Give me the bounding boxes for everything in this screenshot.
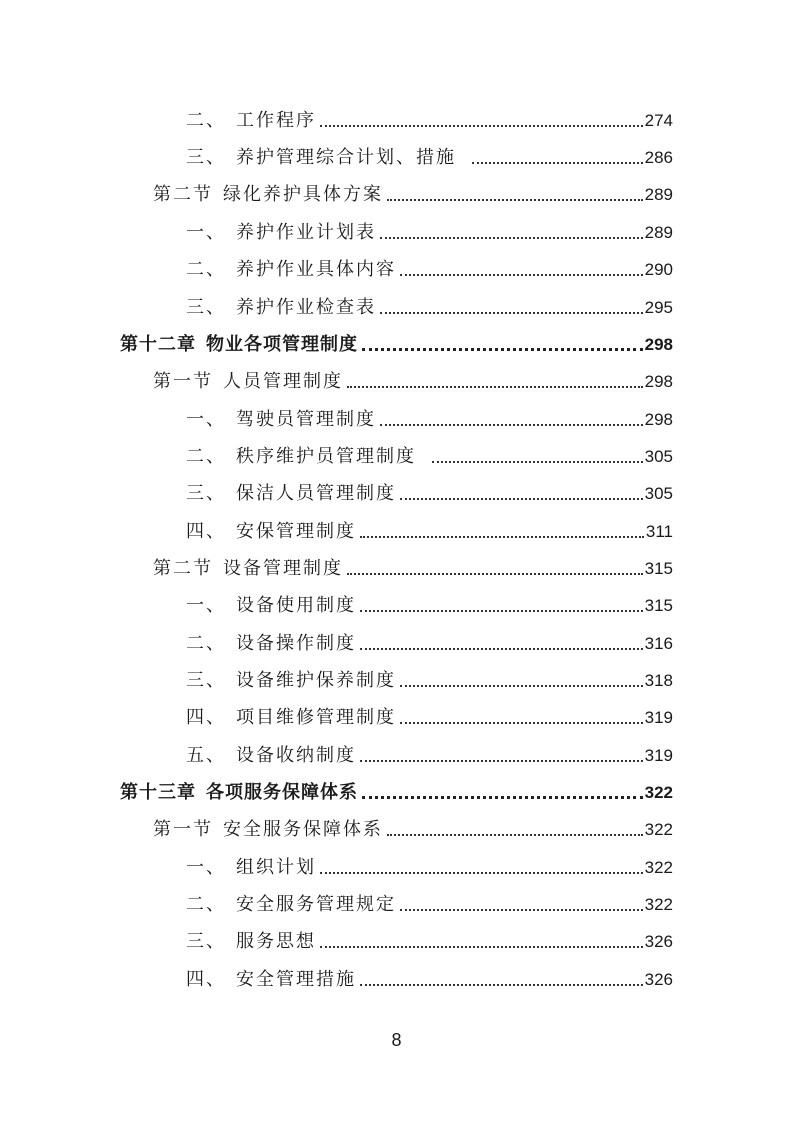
- toc-entry-title: 设备维护保养制度: [236, 670, 396, 691]
- toc-entry-title: 安全服务保障体系: [223, 819, 383, 840]
- toc-entry-page: 311: [645, 522, 673, 541]
- dot-leader: [320, 125, 643, 127]
- toc-entry-page: 295: [644, 298, 673, 317]
- toc-entry[interactable]: [186, 890, 673, 916]
- toc-entry-title: 安全服务管理规定: [236, 894, 396, 915]
- toc-entry-page: 322: [644, 783, 673, 802]
- toc-entry-page: 319: [644, 746, 673, 765]
- dot-leader: [400, 909, 643, 911]
- toc-entry-title: 各项服务保障体系: [206, 782, 358, 803]
- toc-entry-page: 315: [644, 596, 673, 615]
- toc-entry-prefix: 第十三章: [120, 782, 196, 803]
- toc-entry-prefix: 第一节: [153, 819, 213, 840]
- toc-entry-prefix: 二、: [186, 446, 226, 467]
- toc-entry-prefix: 四、: [186, 521, 226, 542]
- dot-leader: [360, 610, 643, 612]
- dot-leader: [387, 834, 643, 836]
- toc-entry-page: 322: [644, 858, 673, 877]
- toc-entry[interactable]: [186, 218, 673, 244]
- toc-entry[interactable]: [153, 180, 673, 206]
- toc-entry[interactable]: [186, 741, 673, 767]
- toc-entry-page: 322: [644, 895, 673, 914]
- toc-entry-title: 秩序维护员管理制度: [236, 446, 416, 467]
- toc-entry-title: 工作程序: [236, 110, 316, 131]
- dot-leader: [472, 162, 643, 164]
- toc-entry[interactable]: [153, 367, 673, 393]
- toc-entry-prefix: 四、: [186, 969, 226, 990]
- toc-entry-page: 326: [644, 932, 673, 951]
- toc-entry-title: 项目维修管理制度: [236, 707, 396, 728]
- toc-entry[interactable]: [186, 965, 673, 991]
- toc-entry-page: 305: [644, 484, 673, 503]
- toc-entry[interactable]: [186, 442, 673, 468]
- toc-entry-page: 289: [644, 185, 673, 204]
- dot-leader: [380, 312, 643, 314]
- toc-entry[interactable]: [153, 815, 673, 841]
- toc-entry-page: 316: [644, 634, 673, 653]
- dot-leader: [387, 199, 643, 201]
- toc-entry-prefix: 一、: [186, 409, 226, 430]
- toc-chapter-entry[interactable]: [120, 330, 673, 356]
- toc-entry-title: 养护管理综合计划、措施: [236, 147, 456, 168]
- toc-entry[interactable]: [186, 479, 673, 505]
- toc-entry-title: 设备使用制度: [236, 595, 356, 616]
- toc-entry-prefix: 第二节: [153, 184, 213, 205]
- toc-entry[interactable]: [186, 703, 673, 729]
- toc-entry-title: 设备收纳制度: [236, 745, 356, 766]
- dot-leader: [400, 685, 643, 687]
- toc-entry-page: 286: [644, 148, 673, 167]
- dot-leader: [400, 274, 643, 276]
- toc-entry-title: 组织计划: [236, 857, 316, 878]
- toc-entry[interactable]: [186, 405, 673, 431]
- toc-entry[interactable]: [186, 517, 673, 543]
- toc-entry-page: 274: [644, 111, 673, 130]
- toc-entry-title: 服务思想: [236, 931, 316, 952]
- dot-leader: [320, 946, 643, 948]
- dot-leader: [347, 386, 643, 388]
- toc-entry[interactable]: [186, 255, 673, 281]
- toc-entry-page: 290: [644, 260, 673, 279]
- dot-leader: [360, 984, 643, 986]
- toc-entry-title: 人员管理制度: [223, 371, 343, 392]
- toc-entry-title: 物业各项管理制度: [206, 334, 358, 355]
- toc-entry[interactable]: [186, 293, 673, 319]
- toc-entry-prefix: 二、: [186, 110, 226, 131]
- toc-entry[interactable]: [186, 853, 673, 879]
- toc-entry-prefix: 一、: [186, 222, 226, 243]
- toc-entry-title: 养护作业具体内容: [236, 259, 396, 280]
- toc-entry-prefix: 三、: [186, 670, 226, 691]
- toc-entry[interactable]: [186, 106, 673, 132]
- dot-leader: [347, 573, 643, 575]
- toc-entry[interactable]: [186, 629, 673, 655]
- toc-entry-title: 绿化养护具体方案: [223, 184, 383, 205]
- toc-entry-prefix: 二、: [186, 633, 226, 654]
- toc-entry-prefix: 四、: [186, 707, 226, 728]
- toc-chapter-entry[interactable]: [120, 778, 673, 804]
- toc-entry-prefix: 第一节: [153, 371, 213, 392]
- dot-leader: [360, 760, 643, 762]
- toc-entry[interactable]: [186, 666, 673, 692]
- toc-entry-prefix: 一、: [186, 595, 226, 616]
- toc-entry-prefix: 三、: [186, 297, 226, 318]
- toc-entry-prefix: 第二节: [153, 558, 213, 579]
- dot-leader: [380, 424, 643, 426]
- page-number: 8: [391, 1030, 402, 1050]
- dot-leader: [400, 722, 643, 724]
- toc-entry[interactable]: [186, 143, 673, 169]
- toc-entry-page: 322: [644, 820, 673, 839]
- toc-entry-prefix: 二、: [186, 894, 226, 915]
- toc-entry-prefix: 第十二章: [120, 334, 196, 355]
- toc-entry-title: 驾驶员管理制度: [236, 409, 376, 430]
- toc-entry-page: 289: [644, 223, 673, 242]
- toc-entry-prefix: 五、: [186, 745, 226, 766]
- dot-leader: [360, 648, 643, 650]
- dot-leader: [432, 461, 643, 463]
- toc-entry[interactable]: [153, 554, 673, 580]
- toc-entry-title: 安保管理制度: [236, 521, 356, 542]
- dot-leader: [320, 872, 643, 874]
- dot-leader: [362, 796, 643, 799]
- toc-entry-prefix: 一、: [186, 857, 226, 878]
- toc-entry-prefix: 三、: [186, 483, 226, 504]
- toc-entry-title: 养护作业检查表: [236, 297, 376, 318]
- toc-entry-page: 318: [644, 671, 673, 690]
- toc-entry[interactable]: [186, 591, 673, 617]
- toc-entry-title: 设备操作制度: [236, 633, 356, 654]
- toc-entry-page: 298: [644, 372, 673, 391]
- toc-entry-prefix: 三、: [186, 931, 226, 952]
- toc-entry-title: 养护作业计划表: [236, 222, 376, 243]
- dot-leader: [360, 536, 644, 538]
- toc-entry-prefix: 三、: [186, 147, 226, 168]
- toc-entry-page: 305: [644, 447, 673, 466]
- toc-entry-title: 保洁人员管理制度: [236, 483, 396, 504]
- toc-entry-page: 298: [644, 335, 673, 354]
- dot-leader: [400, 498, 643, 500]
- toc-entry-page: 319: [644, 708, 673, 727]
- toc-entry-prefix: 二、: [186, 259, 226, 280]
- toc-entry-title: 安全管理措施: [236, 969, 356, 990]
- dot-leader: [380, 237, 643, 239]
- dot-leader: [362, 348, 643, 351]
- toc-entry-page: 315: [644, 559, 673, 578]
- toc-entry[interactable]: [186, 927, 673, 953]
- toc-entry-page: 326: [644, 970, 673, 989]
- toc-entry-page: 298: [644, 410, 673, 429]
- toc-entry-title: 设备管理制度: [223, 558, 343, 579]
